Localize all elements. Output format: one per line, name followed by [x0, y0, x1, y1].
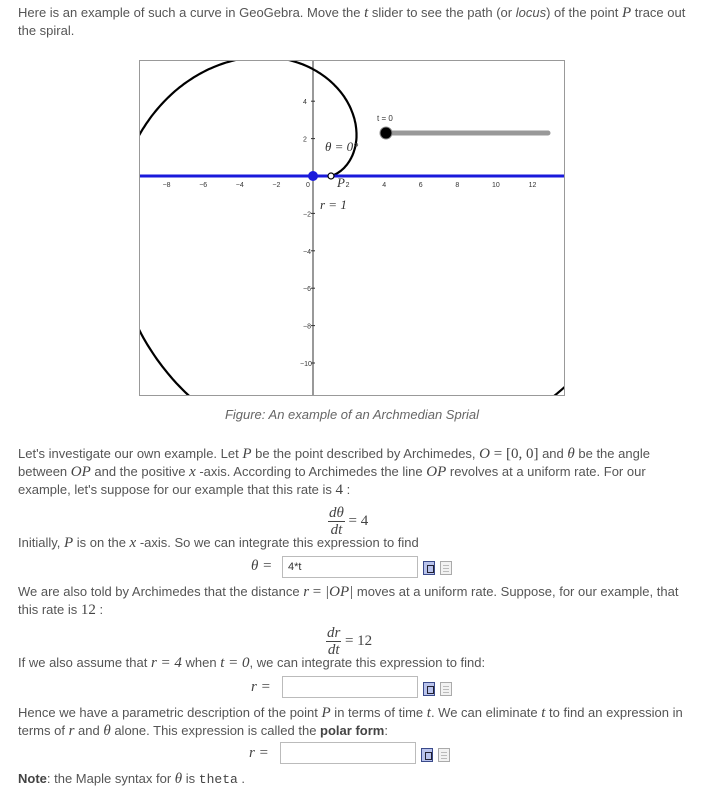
- r-answer-label: r =: [251, 679, 271, 695]
- theta-answer-input[interactable]: 4*t: [282, 556, 418, 578]
- x-tick-label: 2: [345, 182, 350, 189]
- polar-answer-input[interactable]: [280, 742, 416, 764]
- y-tick-label: −6: [303, 286, 311, 294]
- equation-dtheta-dt: $\frac{d\theta}{dt}$ = 4: [329, 505, 369, 538]
- t-slider-handle[interactable]: [380, 127, 392, 139]
- preview-icon[interactable]: [440, 682, 452, 696]
- polar-answer-label: r =: [249, 745, 269, 761]
- y-tick-label: 2: [303, 136, 307, 144]
- paragraph-integrate-r: If we also assume that r = 4 when t = 0, we can integrate this expression to find:: [18, 655, 486, 671]
- y-tick-label: −2: [303, 211, 311, 219]
- x-tick-label: −6: [199, 182, 208, 189]
- equation-dr-dt: $\frac{dr}{dt}$ = 12: [327, 625, 373, 658]
- x-tick-label: −4: [235, 182, 244, 189]
- check-syntax-icon[interactable]: [423, 682, 435, 696]
- x-tick-label: 6: [418, 182, 423, 189]
- y-tick-label: 4: [303, 99, 307, 107]
- spiral-plot[interactable]: [140, 61, 565, 396]
- y-tick-label: −10: [300, 361, 312, 368]
- r-answer-input[interactable]: [282, 676, 418, 698]
- radius-label: r = 1: [320, 197, 347, 212]
- geogebra-applet[interactable]: [139, 60, 565, 396]
- y-tick-label: −8: [303, 323, 311, 331]
- theta-label: θ = 0°: [325, 139, 359, 154]
- paragraph-integrate-theta: Initially, P is on the x -axis. So we can integrate this expression to find: [18, 535, 419, 551]
- x-tick-label: −8: [162, 182, 171, 189]
- x-tick-label: 12: [528, 182, 537, 189]
- x-tick-label: 0: [306, 182, 310, 189]
- figure-caption: Figure: An example of an Archmedian Sprial: [224, 407, 480, 422]
- x-tick-label: 8: [455, 182, 460, 189]
- check-syntax-icon[interactable]: [421, 748, 433, 762]
- theta-answer-label: θ =: [251, 558, 273, 574]
- x-tick-label: 10: [492, 182, 500, 189]
- preview-icon[interactable]: [440, 561, 452, 575]
- note-paragraph: Note: the Maple syntax for θ is theta .: [18, 771, 246, 787]
- paragraph-archimedes: Let's investigate our own example. Let P be the point described by Archimedes, O = [0, 0] and θ be the angle between OP and the positive x -axis. According to Archimedes the line OP revolves at a uniform rate. For our example, let's suppose for our example that this rate is 4 :: [18, 446, 650, 498]
- preview-icon[interactable]: [438, 748, 450, 762]
- origin-point[interactable]: [308, 171, 318, 181]
- point-P[interactable]: [328, 173, 334, 179]
- point-P-label: P: [337, 175, 345, 190]
- x-tick-label: 4: [382, 182, 387, 189]
- intro-paragraph: Here is an example of such a curve in GeoGebra. Move the t slider to see the path (or locus) of the point P trace out the spiral.: [18, 5, 686, 38]
- y-tick-label: −4: [303, 248, 311, 256]
- paragraph-polar-form: Hence we have a parametric description of the point P in terms of time t. We can eliminate t to find an expression in terms of r and θ alone. This expression is called the polar form:: [18, 705, 683, 739]
- paragraph-distance-rate: We are also told by Archimedes that the distance r = |OP| moves at a uniform rate. Suppose, for our example, that this rate is 12 :: [18, 584, 679, 618]
- t-slider-label: t = 0: [377, 114, 393, 123]
- check-syntax-icon[interactable]: [423, 561, 435, 575]
- x-tick-label: −2: [272, 182, 281, 189]
- spiral-curve: [140, 61, 565, 396]
